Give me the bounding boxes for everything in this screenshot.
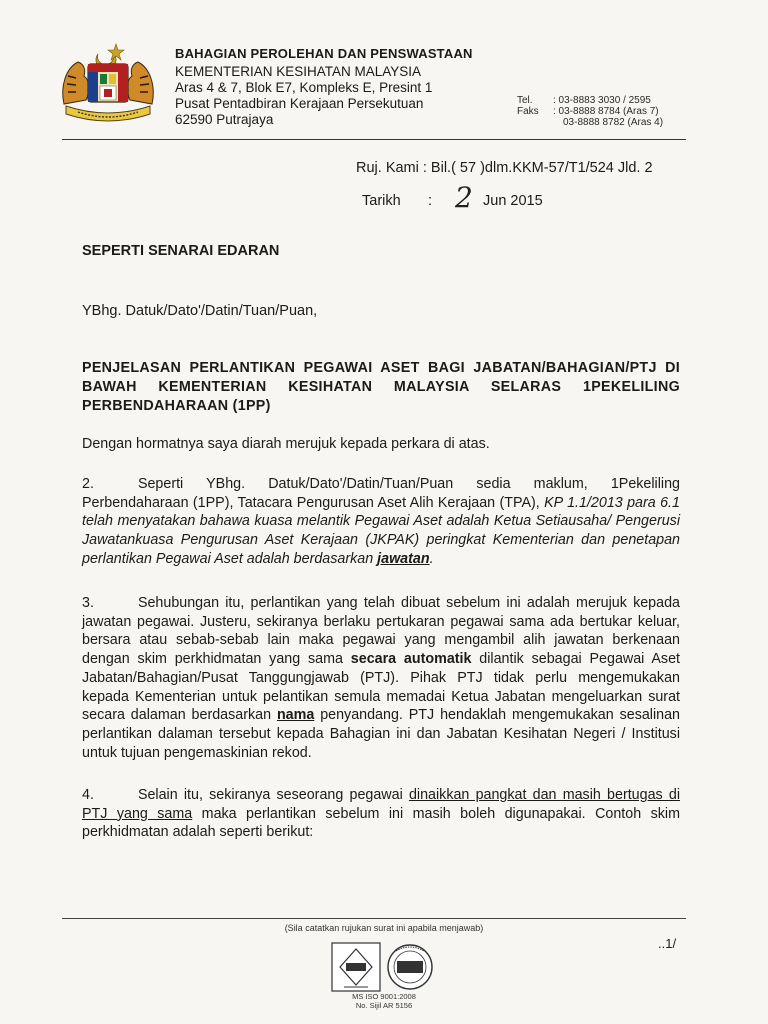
emphasis-nama: nama [276,707,315,724]
footer-divider [62,918,686,919]
address-line: 62590 Putrajaya [175,112,274,127]
tel-label: Tel. [517,95,533,106]
org-name: BAHAGIAN PEROLEHAN DAN PENSWASTAAN [175,46,473,61]
header-divider [62,139,686,140]
iso-certificate-text [0,993,768,1010]
paragraph-2 [82,475,680,569]
emphasis-jawatan: jawatan [377,550,430,567]
date-label: Tarikh [362,193,401,209]
paragraph-text: penyandang. PTJ hendaklah mengemukakan sesalinan perlantikan dalaman tersebut kepada Bahagian ini dan Jabatan Kesihatan Negeri / Institusi untuk tujuan pengemaskinian rekod. [82,707,681,761]
date-day-handwritten: 2 [455,181,473,214]
paragraph-number: 2. [82,476,94,492]
ministry-name: KEMENTERIAN KESIHATAN MALAYSIA [175,64,422,79]
circulation-heading: SEPERTI SENARAI EDARAN [82,243,280,259]
tel-number: : 03-8883 3030 / 2595 [553,95,651,106]
paragraph-text: dilantik sebagai Pegawai Aset Jabatan/Bahagian/Pusat Tanggungjawab (PTJ). Pihak PTJ tidak perlu mengemukakan kepada Kementerian untuk pelantikan semula memadai Ketua Jabatan mengeluarkan surat secara dalaman berdasarkan [82,651,680,724]
paragraph-text: Seperti YBhg. Datuk/Dato'/Datin/Tuan/Puan sedia maklum, 1Pekeliling Perbendaharaan (1PP), Tatacara Pengurusan Aset Alih Kerajaan (TPA), [82,476,680,511]
page-number: ..1/ [658,936,677,951]
emphasis-automatik: secara automatik [350,651,472,668]
date-colon: : [428,193,433,209]
quality-system-icon [332,943,380,991]
iqnet-icon [388,945,432,989]
salutation: YBhg. Datuk/Dato'/Datin/Tuan/Puan, [82,303,318,319]
fax-number: : 03-8888 8784 (Aras 7) [553,106,659,117]
paragraph-3 [82,594,680,762]
reference-number: Ruj. Kami : Bil.( 57 )dlm.KKM-57/T1/524 Jld. 2 [356,160,653,176]
fax-number: 03-8888 8782 (Aras 4) [563,117,664,128]
coat-of-arms-icon [58,40,158,122]
paragraph-4 [82,786,680,842]
iso-cert-number: No. Sijil AR 5156 [355,1000,413,1010]
iso-standard: MS ISO 9001:2008 [352,992,416,1001]
paragraph-number: 4. [82,787,94,803]
emphasis-same-ptj: dinaikkan pangkat dan masih bertugas di PTJ yang sama [82,787,681,822]
paragraph-text: maka perlantikan sebelum ini masih boleh digunapakai. Contoh skim perkhidmatan adalah seperti berikut: [82,805,680,841]
fax-label: Faks [517,106,539,117]
certification-logos [330,941,438,995]
letter-subject: PENJELASAN PERLANTIKAN PEGAWAI ASET BAGI JABATAN/BAHAGIAN/PTJ DI BAWAH KEMENTERIAN KESIHATAN MALAYSIA SELARAS 1PEKELILING PERBENDAHARAAN (1PP) [82,360,680,414]
footer-note: (Sila catatkan rujukan surat ini apabila menjawab) [284,923,484,933]
paragraph-text-italic: KP 1.1/2013 para 6.1 telah menyatakan bahawa kuasa melantik Pegawai Aset adalah Ketua Setiausaha/ Pengerusi Jawatankuasa Pengurusan Aset Kerajaan (JKPAK) peringkat Kementerian dan penetapan perlantikan Pegawai Aset adalah berdasarkan [82,494,680,567]
address-line: Aras 4 & 7, Blok E7, Kompleks E, Presint 1 [175,80,433,95]
paragraph-text: Sehubungan itu, perlantikan yang telah dibuat sebelum ini adalah merujuk kepada jawatan pegawai. Justeru, sekiranya berlaku pertukaran pegawai sama ada bertukar keluar, bersara atau sebab-sebab lain maka pegawai yang mengambil alih jawatan berkenaan dengan skim perkhidmatan yang sama [82,595,680,668]
paragraph-number: 3. [82,595,94,611]
date-month-year: Jun 2015 [483,193,543,209]
intro-paragraph: Dengan hormatnya saya diarah merujuk kepada perkara di atas. [82,436,490,452]
address-line: Pusat Pentadbiran Kerajaan Persekutuan [175,96,424,111]
paragraph-text: . [429,550,434,567]
paragraph-text: Selain itu, sekiranya seseorang pegawai [137,787,409,803]
